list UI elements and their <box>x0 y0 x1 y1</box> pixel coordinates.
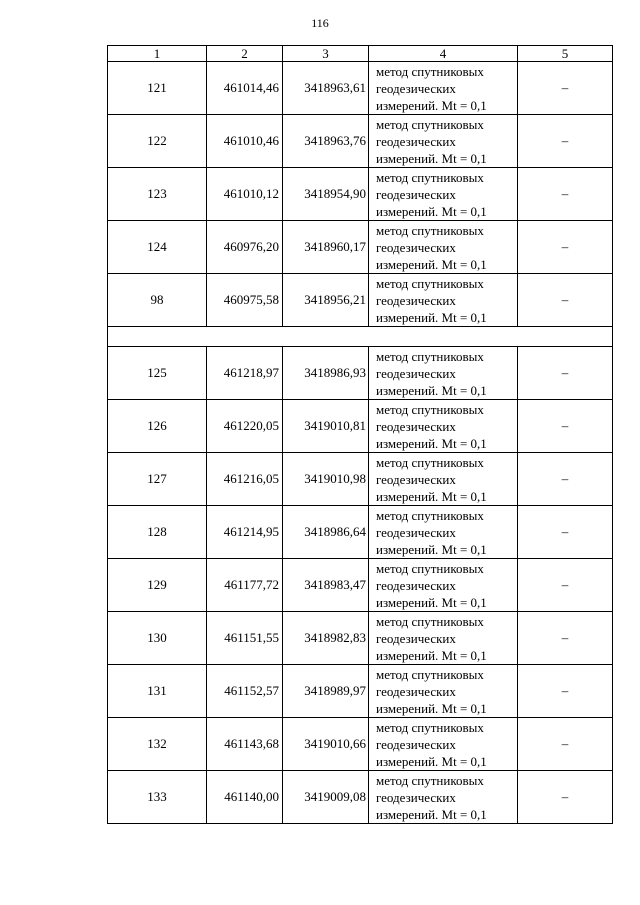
table-row <box>108 506 613 559</box>
header-col-4: 4 <box>369 46 518 62</box>
method-line: метод спутниковых <box>376 63 484 79</box>
coordinate-y: 3418983,47 <box>283 559 369 612</box>
method-line: метод спутниковых <box>376 275 484 291</box>
method-line: геодезических <box>376 292 456 308</box>
table-row <box>108 771 613 824</box>
coordinate-x: 461010,12 <box>207 168 283 221</box>
method-line: метод спутниковых <box>376 719 484 735</box>
method-line: геодезических <box>376 365 456 381</box>
method-description <box>369 400 518 453</box>
point-number: 98 <box>108 274 207 327</box>
coordinate-y: 3418982,83 <box>283 612 369 665</box>
point-number: 133 <box>108 771 207 824</box>
coordinate-x: 461143,68 <box>207 718 283 771</box>
method-line: метод спутниковых <box>376 348 484 364</box>
accuracy-dash: – <box>518 274 613 327</box>
method-line: геодезических <box>376 736 456 752</box>
coordinate-y: 3418963,61 <box>283 62 369 115</box>
coordinate-y: 3418986,64 <box>283 506 369 559</box>
accuracy-dash: – <box>518 62 613 115</box>
method-line: геодезических <box>376 630 456 646</box>
coordinate-y: 3419010,66 <box>283 718 369 771</box>
accuracy-dash: – <box>518 559 613 612</box>
header-col-2: 2 <box>207 46 283 62</box>
method-line: геодезических <box>376 80 456 96</box>
method-line: геодезических <box>376 239 456 255</box>
method-line: измерений. Mt = 0,1 <box>376 700 487 716</box>
coordinate-x: 460976,20 <box>207 221 283 274</box>
method-description <box>369 665 518 718</box>
accuracy-dash: – <box>518 168 613 221</box>
accuracy-dash: – <box>518 506 613 559</box>
coordinate-y: 3418956,21 <box>283 274 369 327</box>
method-description <box>369 771 518 824</box>
method-line: метод спутниковых <box>376 560 484 576</box>
method-description <box>369 115 518 168</box>
method-description <box>369 718 518 771</box>
coordinate-x: 461010,46 <box>207 115 283 168</box>
coordinate-x: 461151,55 <box>207 612 283 665</box>
coordinate-y: 3418963,76 <box>283 115 369 168</box>
table-row <box>108 612 613 665</box>
header-col-3: 3 <box>283 46 369 62</box>
method-line: измерений. Mt = 0,1 <box>376 382 487 398</box>
table-header-row <box>108 46 613 62</box>
coordinate-x: 461177,72 <box>207 559 283 612</box>
method-line: измерений. Mt = 0,1 <box>376 647 487 663</box>
method-line: метод спутниковых <box>376 666 484 682</box>
coordinate-x: 461152,57 <box>207 665 283 718</box>
coordinate-x: 461220,05 <box>207 400 283 453</box>
table-row <box>108 115 613 168</box>
coordinate-x: 461216,05 <box>207 453 283 506</box>
accuracy-dash: – <box>518 347 613 400</box>
point-number: 129 <box>108 559 207 612</box>
method-line: метод спутниковых <box>376 169 484 185</box>
header-col-5: 5 <box>518 46 613 62</box>
method-description <box>369 221 518 274</box>
method-description <box>369 62 518 115</box>
coordinate-x: 461214,95 <box>207 506 283 559</box>
method-line: геодезических <box>376 524 456 540</box>
table-row <box>108 400 613 453</box>
coordinate-y: 3419009,08 <box>283 771 369 824</box>
point-number: 126 <box>108 400 207 453</box>
method-line: измерений. Mt = 0,1 <box>376 541 487 557</box>
method-line: геодезических <box>376 577 456 593</box>
method-description <box>369 347 518 400</box>
coordinate-y: 3418960,17 <box>283 221 369 274</box>
point-number: 128 <box>108 506 207 559</box>
point-number: 122 <box>108 115 207 168</box>
accuracy-dash: – <box>518 612 613 665</box>
method-line: измерений. Mt = 0,1 <box>376 435 487 451</box>
table-row <box>108 718 613 771</box>
method-line: метод спутниковых <box>376 401 484 417</box>
method-line: измерений. Mt = 0,1 <box>376 309 487 325</box>
method-line: измерений. Mt = 0,1 <box>376 753 487 769</box>
method-line: геодезических <box>376 186 456 202</box>
table-row <box>108 62 613 115</box>
method-line: метод спутниковых <box>376 116 484 132</box>
coordinate-x: 461140,00 <box>207 771 283 824</box>
method-line: измерений. Mt = 0,1 <box>376 256 487 272</box>
coordinate-y: 3418954,90 <box>283 168 369 221</box>
point-number: 132 <box>108 718 207 771</box>
method-line: метод спутниковых <box>376 772 484 788</box>
point-number: 130 <box>108 612 207 665</box>
accuracy-dash: – <box>518 400 613 453</box>
method-description <box>369 612 518 665</box>
method-line: измерений. Mt = 0,1 <box>376 97 487 113</box>
method-description <box>369 168 518 221</box>
point-number: 125 <box>108 347 207 400</box>
point-number: 123 <box>108 168 207 221</box>
coordinate-y: 3418989,97 <box>283 665 369 718</box>
method-line: метод спутниковых <box>376 507 484 523</box>
table-row <box>108 221 613 274</box>
method-line: измерений. Mt = 0,1 <box>376 806 487 822</box>
method-line: метод спутниковых <box>376 613 484 629</box>
method-description <box>369 559 518 612</box>
method-line: измерений. Mt = 0,1 <box>376 150 487 166</box>
point-number: 124 <box>108 221 207 274</box>
accuracy-dash: – <box>518 221 613 274</box>
method-line: метод спутниковых <box>376 454 484 470</box>
point-number: 127 <box>108 453 207 506</box>
coordinates-table-body <box>108 46 613 824</box>
accuracy-dash: – <box>518 665 613 718</box>
page-number: 116 <box>311 16 329 30</box>
method-line: геодезических <box>376 683 456 699</box>
coordinate-y: 3418986,93 <box>283 347 369 400</box>
method-description <box>369 453 518 506</box>
method-line: измерений. Mt = 0,1 <box>376 488 487 504</box>
table-row <box>108 453 613 506</box>
accuracy-dash: – <box>518 771 613 824</box>
method-line: геодезических <box>376 471 456 487</box>
coordinate-y: 3419010,81 <box>283 400 369 453</box>
header-col-1: 1 <box>108 46 207 62</box>
coordinate-x: 460975,58 <box>207 274 283 327</box>
method-line: геодезических <box>376 133 456 149</box>
table-row <box>108 665 613 718</box>
point-number: 131 <box>108 665 207 718</box>
coordinate-x: 461218,97 <box>207 347 283 400</box>
table-row <box>108 559 613 612</box>
table-row <box>108 274 613 327</box>
method-line: геодезических <box>376 789 456 805</box>
table-row <box>108 347 613 400</box>
accuracy-dash: – <box>518 453 613 506</box>
group-separator-row <box>108 327 613 347</box>
coordinate-x: 461014,46 <box>207 62 283 115</box>
table-row <box>108 168 613 221</box>
coordinate-y: 3419010,98 <box>283 453 369 506</box>
method-line: измерений. Mt = 0,1 <box>376 203 487 219</box>
point-number: 121 <box>108 62 207 115</box>
method-description <box>369 274 518 327</box>
separator-cell <box>108 327 613 347</box>
method-line: геодезических <box>376 418 456 434</box>
method-line: метод спутниковых <box>376 222 484 238</box>
coordinates-table <box>107 45 613 824</box>
method-line: измерений. Mt = 0,1 <box>376 594 487 610</box>
accuracy-dash: – <box>518 718 613 771</box>
accuracy-dash: – <box>518 115 613 168</box>
method-description <box>369 506 518 559</box>
